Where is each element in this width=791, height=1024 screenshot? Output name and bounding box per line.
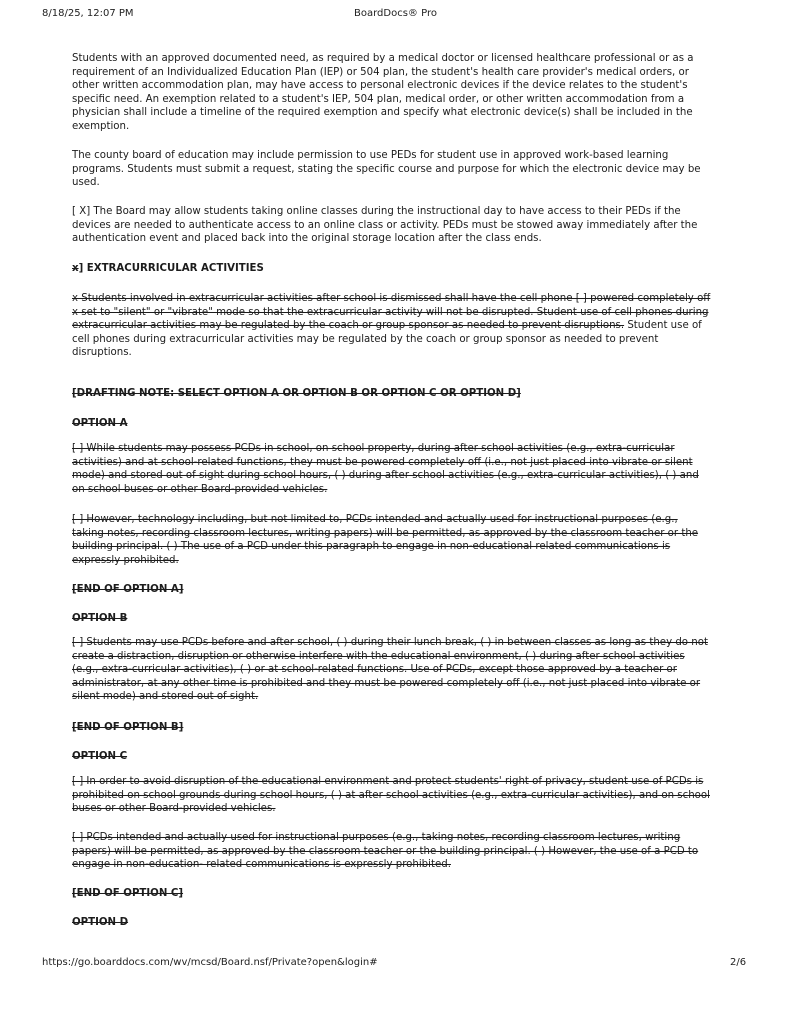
option-a-heading: OPTION A [72,418,128,429]
paragraph-extracurricular [72,292,712,360]
paragraph-online-classes: [ X] The Board may allow students taking online classes during the instructional day to have access to their PEDs if the devices are needed to authenticate access to an online class or activity. PEDs must be stowed away immediately after the authentication event and placed back into the original storage location after the class ends. [72,206,698,244]
extracurricular-heading [72,262,712,276]
inserted-text: Student use of cell phones during extracurricular activities may be regulated by the coach or group sponsor as needed to prevent disruptions. [72,320,702,358]
end-option-c: [END OF OPTION C] [72,888,184,899]
option-c-heading: OPTION C [72,751,128,762]
option-b-paragraph-1: [ ] Students may use PCDs before and after school, ( ) during their lunch break, ( ) in between classes as long as they do not create a distraction, disruption or otherwise interfere with the educational environment, ( ) during after school activities (e.g., extra-curricular activities), ( ) or at school-related functions. Use of PCDs, except those approved by a teacher or administrator, at any other time is prohibited and they must be powered completely off (i.e., not just placed into vibrate or silent mode) and stored out of sight. [72,637,708,702]
print-datetime: 8/18/25, 12:07 PM [42,8,134,19]
page-number: 2/6 [730,957,747,968]
option-d-heading: OPTION D [72,917,129,928]
paragraph-work-based-learning: The county board of education may include permission to use PEDs for student use in approved work-based learning programs. Students must submit a request, stating the specific course and purpose for which the electronic device may be used. [72,150,701,188]
end-option-b: [END OF OPTION B] [72,722,184,733]
option-a-paragraph-1: [ ] While students may possess PCDs in school, on school property, during after school activities (e.g., extra-curricular activities) and at school-related functions, they must be powered completely off (i.e., not just placed into vibrate or silent mode) and stored out of sight during school hours, ( ) during after school activities (e.g., extra-curricular activities), ( ) and on school buses or other Board-provided vehicles. [72,443,699,495]
option-c-paragraph-1: [ ] In order to avoid disruption of the educational environment and protect students' right of privacy, student use of PCDs is prohibited on school grounds during school hours, ( ) at after school activities (e.g., extra-curricular activities), and on school buses or other Board-provided vehicles. [72,776,710,814]
struck-text: x Students involved in extracurricular activities after school is dismissed shall have the cell phone [ ] powered completely off x set to "silent" or "vibrate" mode so that the extracurricular activity will not be disrupted. Student use of cell phones during extracurricular activities may be regulated by the coach or group sponsor as needed to prevent disruptions. [72,293,711,331]
paragraph-medical-exemption: Students with an approved documented need, as required by a medical doctor or licensed healthcare professional or as a requirement of an Individualized Education Plan (IEP) or 504 plan, the student's health care provider's medical orders, or other written accommodation plan, may have access to personal electronic devices if the device relates to the student's specific need. An exemption related to a student's IEP, 504 plan, medical order, or other written accommodation from a physician shall include a timeline of the required exemption and specify what electronic device(s) shall be included in the exemption. [72,53,694,132]
drafting-note: [DRAFTING NOTE: SELECT OPTION A OR OPTION B OR OPTION C OR OPTION D] [72,388,521,399]
page-url-link[interactable]: https://go.boarddocs.com/wv/mcsd/Board.nsf/Private?open&login# [42,957,378,968]
option-c-paragraph-2: [ ] PCDs intended and actually used for instructional purposes (e.g., taking notes, recording classroom lectures, writing papers) will be permitted, as approved by the classroom teacher or the building principal. ( ) However, the use of a PCD to engage in non-education- related communications is expressly prohibited. [72,832,699,870]
struck-checkbox-mark: x [72,263,79,274]
extracurricular-heading-text: ] EXTRACURRICULAR ACTIVITIES [78,263,264,274]
option-b-heading: OPTION B [72,613,128,624]
option-a-paragraph-2: [ ] However, technology including, but not limited to, PCDs intended and actually used for instructional purposes (e.g., taking notes, recording classroom lectures, writing papers) will be permitted, as approved by the classroom teacher or the building principal. ( ) The use of a PCD under this paragraph to engage in non-educational related communications is expressly prohibited. [72,514,699,566]
end-option-a: [END OF OPTION A] [72,584,184,595]
app-title: BoardDocs® Pro [354,8,437,19]
